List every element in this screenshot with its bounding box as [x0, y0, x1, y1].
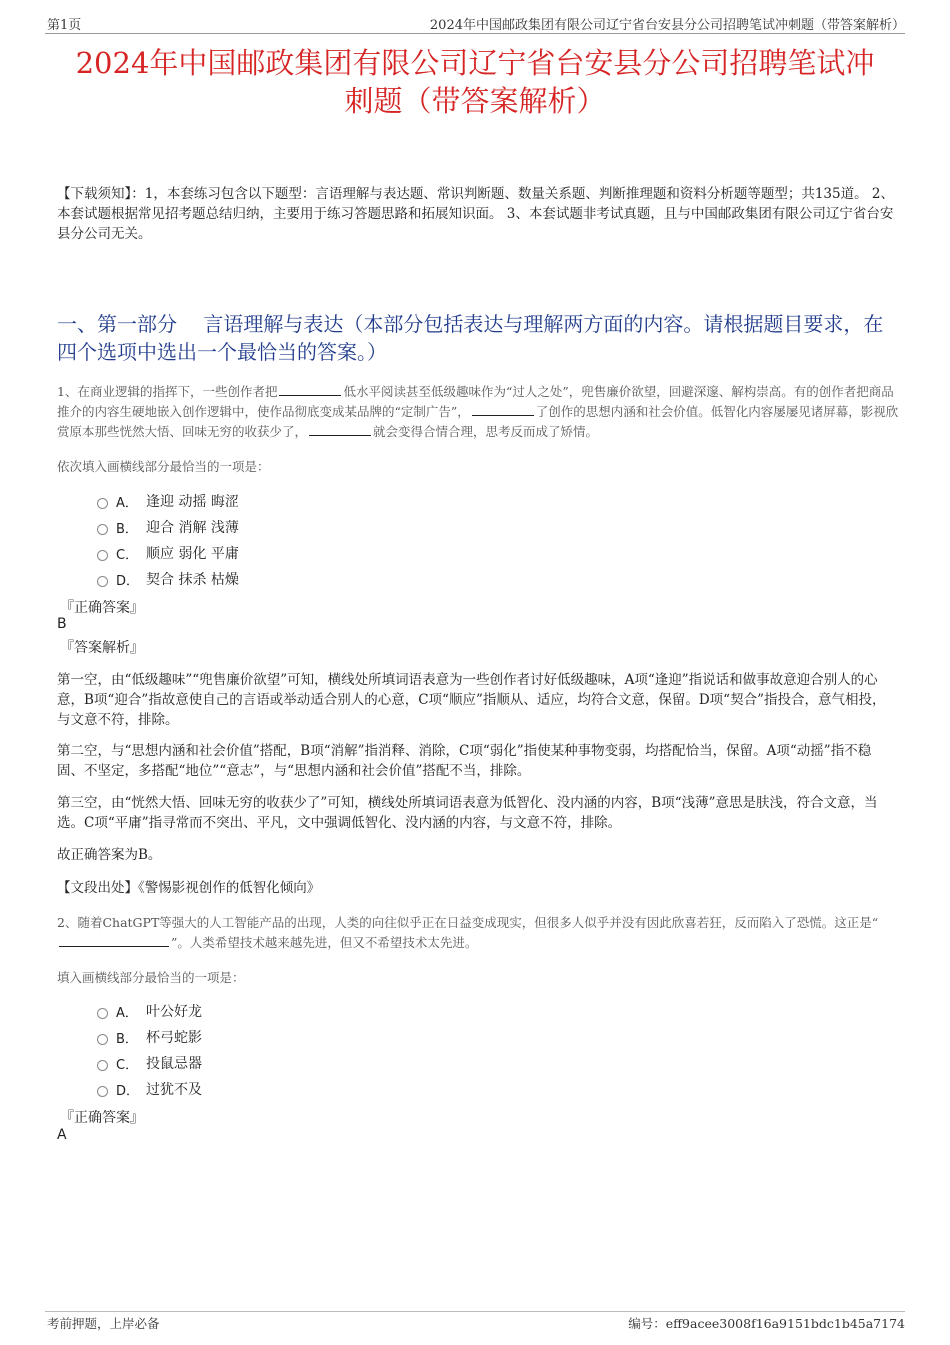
footer-doc-id: 编号：eff9acee3008f16a9151bdc1b45a7174 — [628, 1316, 905, 1331]
q2-stem-part-b: ”。人类希望技术越来越先进，但又不希望技术太先进。 — [171, 935, 478, 950]
q2-answer-value: A — [57, 1127, 67, 1143]
title-line-1: 2024年中国邮政集团有限公司辽宁省台安县分公司招聘笔试冲 — [75, 46, 875, 80]
q2-option-c[interactable]: C． 投鼠忌器 — [97, 1050, 202, 1076]
header-doc-title: 2024年中国邮政集团有限公司辽宁省台安县分公司招聘笔试冲刺题（带答案解析） — [429, 18, 905, 33]
q2-option-b[interactable]: B． 杯弓蛇影 — [97, 1024, 202, 1050]
question-1-prompt: 依次填入画横线部分最恰当的一项是： — [57, 459, 270, 474]
q1-source: 【文段出处】《警惕影视创作的低智化倾向》 — [57, 880, 321, 896]
footer-slogan: 考前押题，上岸必备 — [47, 1316, 160, 1331]
radio-icon[interactable] — [97, 1008, 108, 1019]
page-title — [40, 44, 910, 120]
q1-option-b[interactable]: B． 迎合 消解 浅薄 — [97, 514, 239, 540]
footer-divider — [45, 1311, 905, 1312]
q2-stem-part-a: 2、随着ChatGPT等强大的人工智能产品的出现，人类的向往似乎正在日益变成现实，但很多人似乎并没有因此欣喜若狂，反而陷入了恐慌。这正是“ — [57, 915, 879, 930]
radio-icon[interactable] — [97, 1034, 108, 1045]
question-2-stem — [57, 913, 900, 953]
q1-option-a[interactable]: A． 逢迎 动摇 晦涩 — [97, 488, 239, 514]
q2-option-d[interactable]: D． 过犹不及 — [97, 1076, 202, 1102]
q1-answer-label: 『正确答案』 — [60, 600, 144, 616]
radio-icon[interactable] — [97, 524, 108, 535]
q1-analysis-conclusion: 故正确答案为B。 — [57, 847, 162, 863]
q1-blank-1 — [279, 383, 341, 396]
header-page-number: 第1页 — [47, 18, 82, 33]
question-1-stem — [57, 382, 900, 442]
header-divider — [45, 33, 905, 34]
radio-icon[interactable] — [97, 1086, 108, 1097]
q1-analysis-para-1: 第一空，由“低级趣味”“兜售廉价欲望”可知，横线处所填词语表意为一些创作者讨好低级趣味，A项“逢迎”指说话和做事故意迎合别人的心意，B项“迎合”指故意使自己的言语或举动适合别人的心意，C项“顺应”指顺从、适应，均符合文意，保留。D项“契合”指投合，意气相投，与文意不符，排除。 — [57, 672, 886, 728]
q1-answer-value: B — [57, 616, 67, 632]
radio-icon[interactable] — [97, 576, 108, 587]
question-2-prompt: 填入画横线部分最恰当的一项是： — [57, 970, 245, 985]
q2-option-a[interactable]: A． 叶公好龙 — [97, 998, 202, 1024]
q2-answer-label: 『正确答案』 — [60, 1110, 144, 1126]
q1-option-c[interactable]: C． 顺应 弱化 平庸 — [97, 540, 239, 566]
q1-analysis-label: 『答案解析』 — [60, 640, 144, 656]
radio-icon[interactable] — [97, 550, 108, 561]
q2-blank-1 — [59, 934, 169, 947]
q1-blank-2 — [472, 403, 534, 416]
q1-blank-3 — [309, 423, 371, 436]
radio-icon[interactable] — [97, 1060, 108, 1071]
title-line-2: 刺题（带答案解析） — [344, 84, 606, 118]
q1-stem-part-a: 1、在商业逻辑的指挥下，一些创作者把 — [57, 384, 278, 399]
q1-analysis-para-2: 第二空，与“思想内涵和社会价值”搭配，B项“消解”指消释、消除，C项“弱化”指使某种事物变弱，均搭配恰当，保留。A项“动摇”指不稳固、不坚定，多搭配“地位”“意志”，与“思想内涵和社会价值”搭配不当，排除。 — [57, 743, 872, 779]
q1-stem-part-c: 了创作的思想内涵和社会价值。低智化内容屡屡见诸屏幕，影视欣赏原本那些恍然大悟、回味无穷的收获少了， — [57, 404, 899, 439]
q1-stem-part-d: 就会变得合情合理，思考反而成了矫情。 — [373, 424, 599, 439]
download-notice: 【下载须知】：1，本套练习包含以下题型：言语理解与表达题、常识判断题、数量关系题、判断推理题和资料分析题等题型；共135道。 2、本套试题根据常见招考题总结归纳，主要用于练习答题思路和拓展知识面。 3、本套试题非考试真题，且与中国邮政集团有限公司辽宁省台安县分公司无关。 — [57, 186, 894, 242]
question-2-options — [97, 998, 202, 1102]
radio-icon[interactable] — [97, 498, 108, 509]
section-heading: 一、第一部分 言语理解与表达（本部分包括表达与理解两方面的内容。请根据题目要求，在四个选项中选出一个最恰当的答案。） — [57, 312, 884, 364]
q1-option-d[interactable]: D． 契合 抹杀 枯燥 — [97, 566, 239, 592]
question-1-options — [97, 488, 239, 592]
q1-analysis-para-3: 第三空，由“恍然大悟、回味无穷的收获少了”可知，横线处所填词语表意为低智化、没内涵的内容，B项“浅薄”意思是肤浅，符合文意，当选。C项“平庸”指寻常而不突出、平凡，文中强调低智化、没内涵的内容，与文意不符，排除。 — [57, 795, 878, 831]
q1-stem-part-b: 低水平阅读甚至低级趣味作为“过人之处”，兜售廉价欲望，回避深邃、解构崇高。有的创作者把商品推介的内容生硬地嵌入创作逻辑中，使作品彻底变成某品牌的“定制广告”， — [57, 384, 894, 419]
